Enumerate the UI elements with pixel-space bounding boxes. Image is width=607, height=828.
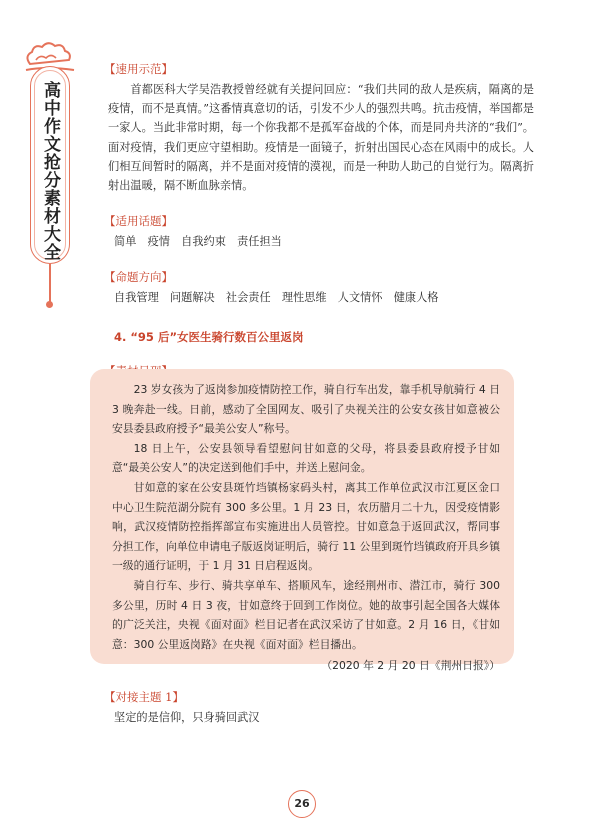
material-paragraph: 18 日上午，公安县领导看望慰问甘如意的父母，将县委县政府授予甘如意“最美公安人”的决定送到他们手中，并送上慰问金。 [112,441,500,475]
side-title: 高中作文抢分素材大全 [40,81,60,261]
side-tab [30,66,70,264]
theme-1-text: 坚定的是信仰，只身骑回武汉 [114,711,260,724]
material-source: （2020 年 2 月 20 日《荆州日报》） [321,659,500,673]
material-box [90,369,514,673]
tag-theme-1: 【对接主题 1】 [104,690,184,704]
page-content [104,60,534,380]
material-paragraph: 23 岁女孩为了返岗参加疫情防控工作，骑自行车出发，靠手机导航骑行 4 日 3 晚奔赴一线。日前，感动了全国网友、吸引了央视关注的公安女孩甘如意被公安县委县政府授予“最美公安人”称号。 [112,383,500,436]
theme-section [104,688,534,727]
side-line-decoration [49,264,51,304]
applicable-topics: 简单 疫情 自我约束 责任担当 [114,235,282,249]
tag-applicable-topics: 【适用话题】 [104,214,173,229]
material-paragraph: 骑自行车、步行、骑共享单车、搭顺风车，途经荆州市、潜江市，骑行 300 多公里，历时 4 日 3 夜，甘如意终于回到工作岗位。她的故事引起全国各大媒体的广泛关注，央视《面对面》栏目记者在武汉采访了甘如意。2 月 16 日，《甘如意：300 公里返岗路》在央视《面对面》栏目播出。 [112,578,500,651]
usage-example-paragraph: 首都医科大学吴浩教授曾经就有关提问回应：“我们共同的敌人是疾病，隔离的是疫情，而不是真情。”这番情真意切的话，引发不少人的强烈共鸣。抗击疫情，举国都是一家人。当此非常时期，每一个你我都不是孤军奋战的个体，而是同舟共济的“我们”。面对疫情，我们更应守望相助。疫情是一面镜子，折射出国民心态在风雨中的成长。人们相互间暂时的隔离，并不是面对疫情的漠视，而是一种助人助己的自觉行为。隔离折射出温暖，隔不断血脉亲情。 [108,83,534,193]
proposition-directions: 自我管理 问题解决 社会责任 理性思维 人文情怀 健康人格 [114,291,439,305]
tag-proposition-direction: 【命题方向】 [104,270,173,285]
page-number: 26 [288,790,316,818]
tag-usage-example: 【速用示范】 [104,62,173,76]
section-heading: 4. “95 后”女医生骑行数百公里返岗 [114,330,304,345]
material-paragraph: 甘如意的家在公安县斑竹垱镇杨家码头村，离其工作单位武汉市江夏区金口中心卫生院范湖分院有 300 多公里。1 月 23 日，农历腊月二十九，因受疫情影响，武汉疫情防控指挥部宣布实施进出人员管控。甘如意急于返回武汉，帮同事分担工作，向单位申请电子版返岗证明后，骑行 11 公里到斑竹垱镇政府开具乡镇一级的通行证明，于 1 月 31 日启程返岗。 [112,480,500,573]
